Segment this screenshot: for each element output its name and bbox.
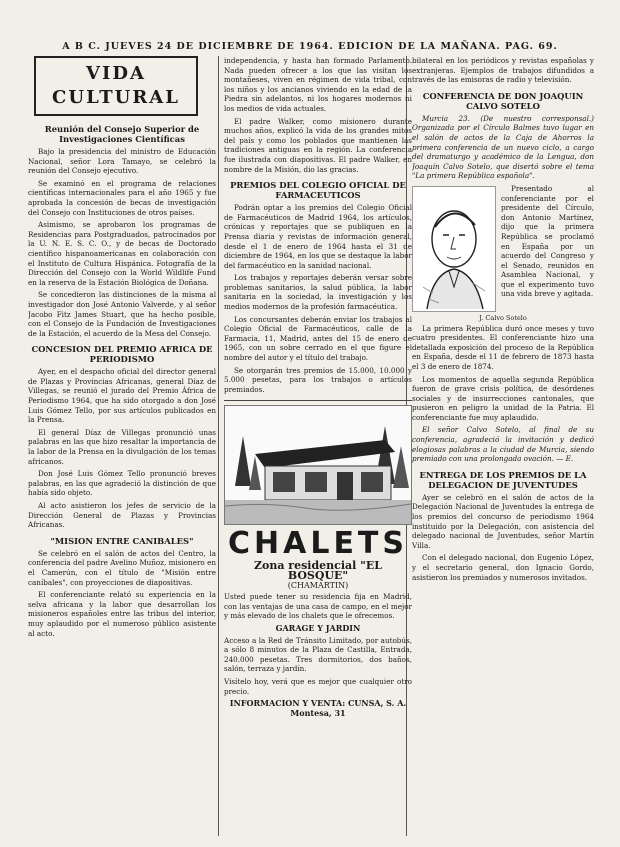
headline-consejo: Reunión del Consejo Superior de Investigaciones Científicas [44, 124, 200, 144]
ad-title: CHALETS [227, 526, 409, 562]
headline-juventudes: ENTREGA DE LOS PREMIOS DE LA DELEGACION DE JUVENTUDES [419, 469, 587, 490]
paragraph: Los concursantes deberán enviar los trabajos al Colegio Oficial de Farmacéuticos, calle de la Farmacia, 11, Madrid, antes del 15 de enero de 1965, con un sobre cerrado en el que figure el nombre del autor y el título del trabajo. [224, 314, 412, 363]
paragraph: Asimismo, se aprobaron los programas de Residencias para Postgraduados, patrocinados por la U. N. E. S. C. O., y de becas de Doctorado científico hispanoamericanas en colaboración con el Instituto de Cultura Hispánica. Fotografía de la Dirección del Consejo con la World Wildlife Fund en la reserva de la Estación Biológica de Doñana. [28, 220, 216, 287]
paragraph: Se concedieron las distinciones de la misma al investigador don José Antonio Valverde, y al señor Jacobo Fitz James Stuart, que ha hecho posible, con el Consejo de la Fundación de Investigaciones de la Estación, el acuerdo de la Mesa del Consejo. [28, 290, 216, 338]
paragraph: Con el delegado nacional, don Eugenio López, y el secretario general, don Ignacio Gordo, asistieron los premiados y numerosos invitados. [412, 553, 594, 582]
paragraph: Los trabajos y reportajes deberán versar sobre problemas sanitarios, la salud pública, la labor sanitaria en la sociedad, la investigación y los medios modernos de la profesión farmacéutica. [224, 273, 412, 312]
paragraph: Se examinó en el programa de relaciones científicas internacionales para el año 1965 y fue aprobada la concesión de becas de investigación del Consejo con Instituciones de otros países. [28, 178, 216, 217]
paragraph: El padre Walker, como misionero durante muchos años, explicó la vida de los grandes mitos del país y como los poblados que mantienen las tradiciones antiguas en la región. La conferencia fue ilustrada con diapositivas. El padre Walker, en nombre de la Misión, dio las gracias. [224, 116, 412, 174]
ad-subtitle: Zona residencial "EL BOSQUE" [253, 559, 383, 582]
ad-place: (CHAMARTIN) [287, 580, 349, 590]
column-1 [28, 56, 216, 836]
chalet-illustration [224, 405, 412, 525]
paragraph: Ayer se celebró en el salón de actos de la Delegación Nacional de Juventudes la entrega de los premios del concurso de periodismo 1964 instituido por la Delegación, con asistencia del delegado nacional de Juventudes, señor Martín Villa. [412, 492, 594, 550]
paragraph: bilateral en los periódicos y revistas españolas y extranjeras. Ejemplos de trabajos difundidos a través de las emisoras de radio y televisión. [412, 56, 594, 85]
headline-mision: "MISION ENTRE CANIBALES" [50, 535, 194, 546]
portrait-drawing [412, 186, 496, 312]
page-header: A B C. JUEVES 24 DE DICIEMBRE DE 1964. EDICION DE LA MAÑANA. PAG. 69. [62, 41, 558, 52]
column-2 [224, 56, 412, 836]
ad-garage: GARAGE Y JARDIN [275, 622, 361, 633]
headline-calvo-sotelo: CONFERENCIA DE DON JOAQUIN CALVO SOTELO [422, 90, 584, 111]
paragraph: Los momentos de aquella segunda República fueron de grave crisis política, de desórdenes sociales y de insurrecciones cantonales, que pusieron en peligro la unidad de la Patria. El conferenciante fue muy aplaudido. [412, 374, 594, 422]
headline-premio-africa: CONCESION DEL PREMIO AFRICA DE PERIODISMO [31, 344, 213, 365]
ad-paragraph: Visítelo hoy, verá que es mejor que cualquier otro precio. [224, 676, 412, 696]
paragraph: Al acto asistieron los jefes de servicio de la Dirección General de Plazas y Provincias Africanas. [28, 501, 216, 530]
ad-paragraph: Acceso a la Red de Tránsito Limitado, por autobús, a sólo 8 minutos de la Plaza de Castilla, Entrada, 240.000 pesetas. Tres dormitorios, dos baños, salón, terraza y jardín. [224, 635, 412, 674]
chalets-advertisement [224, 400, 412, 718]
paragraph: Bajo la presidencia del ministro de Educación Nacional, señor Lora Tamayo, se celebró la reunión del Consejo ejecutivo. [28, 147, 216, 176]
paragraph: El general Díaz de Villegas pronunció unas palabras en las que hizo resaltar la importancia de la labor de la Prensa en la divulgación de los temas africanos. [28, 427, 216, 466]
ad-paragraph: Usted puede tener su residencia fija en Madrid, con las ventajas de una casa de campo, en el mejor y más elevado de los chalets que le ofrecemos. [224, 592, 412, 621]
section-title: VIDA CULTURAL [34, 56, 198, 116]
paragraph: Murcia 23. (De nuestro corresponsal.) Organizada por el Círculo Balmes tuvo lugar en el salón de actos de la Caja de Ahorros la primera conferencia de un nuevo ciclo, a cargo del dramaturgo y académico de la Lengua, don Joaquín Calvo Sotelo, que disertó sobre el tema "La primera República española". [412, 113, 594, 181]
paragraph: Se celebró en el salón de actos del Centro, la conferencia del padre Avelino Muñoz, misionero en el Camerún, con el título de "Misión entre caníbales", con proyecciones de diapositivas. [28, 548, 216, 587]
ad-info: INFORMACION Y VENTA: CUNSA, S. A. Montesa, 31 [229, 698, 407, 718]
column-rule [218, 56, 219, 836]
paragraph: Ayer, en el despacho oficial del director general de Plazas y Provincias Africanas, general Díaz de Villegas, se reunió el jurado del Premio África de Periodismo 1964, que ha sido otorgado a don José Luis Gómez Tello, por sus artículos publicados en la Prensa. [28, 367, 216, 425]
paragraph: independencia, y hasta han formado Parlamento. Nada pueden ofrecer a los que las visitan los montañeses, viven en régimen de vida tribal, con los niños y los ancianos viviendo en la edad de la Piedra sin adelantos, ni los hogares modernos ni los medios de vida actuales. [224, 56, 412, 113]
column-3 [412, 56, 594, 836]
paragraph: El conferenciante relató su experiencia en la selva africana y la labor que desarrollan los misioneros españoles entre las tribus del interior, muy aplaudido por el numeroso público asistente al acto. [28, 590, 216, 638]
paragraph: El señor Calvo Sotelo, al final de su conferencia, agradeció la invitación y dedicó elogiosas palabras a la ciudad de Murcia, siendo premiado con una prolongada ovación. — E. [412, 425, 594, 464]
paragraph: Don José Luis Gómez Tello pronunció breves palabras, en las que agradeció la distinción de que había sido objeto. [28, 469, 216, 498]
headline-farmaceuticos: PREMIOS DEL COLEGIO OFICIAL DE FARMACEUTICOS [230, 180, 406, 201]
paragraph: Podrán optar a los premios del Colegio Oficial de Farmacéuticos de Madrid 1964, los artículos, crónicas y reportajes que se publiquen en la Prensa diaria y revistas de información general, desde el 1 de enero de 1964 hasta el 31 de diciembre de 1964, en los que se destaque la labor del farmacéutico en la sanidad nacional. [224, 203, 412, 270]
paragraph: Se otorgarán tres premios de 15.000, 10.000 y 5.000 pesetas, para los trabajos o artículos premiados. [224, 365, 412, 394]
paragraph: Presentado al conferenciante por el presidente del Círculo, don Antonio Martínez, dijo que la primera República se proclamó en España por un acuerdo del Congreso y el Senado, reunidos en Asamblea Nacional, y que el experimento tuvo una vida breve y agitada. [501, 183, 594, 299]
photo-caption: J. Calvo Sotelo [479, 313, 527, 322]
paragraph: La primera República duró once meses y tuvo cuatro presidentes. El conferenciante hizo una detallada exposición del proceso de la República en España, desde el 11 de febrero de 1873 hasta el 3 de enero de 1874. [412, 323, 594, 371]
